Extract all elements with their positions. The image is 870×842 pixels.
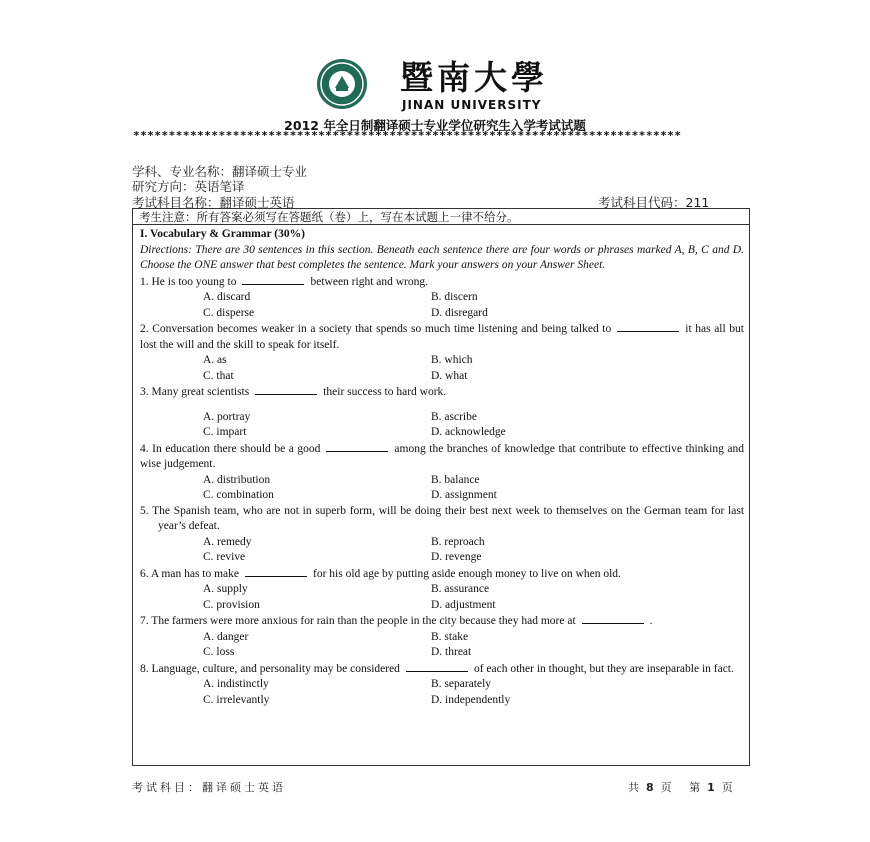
footer-page-unit: 页 <box>660 781 672 794</box>
question-6 <box>140 566 744 583</box>
options-7 <box>140 630 744 661</box>
question-box <box>132 208 750 766</box>
option: C. combination <box>203 489 274 501</box>
answer-blank <box>617 321 679 332</box>
question-text: themselves on the German team for last year’s defeat. <box>158 504 745 532</box>
question-text: 4. In education there should be a good <box>140 442 321 455</box>
option: A. discard <box>203 291 251 303</box>
exam-title: 2012 年全日制翻译硕士专业学位研究生入学考试试题 <box>284 118 586 133</box>
spacer <box>140 401 744 410</box>
option: B. stake <box>431 630 469 643</box>
footer-total-label: 共 <box>628 781 639 794</box>
option: C. that <box>203 369 234 382</box>
question-text: of each other in thought, but they are inseparable in fact. <box>473 662 734 675</box>
option: C. impart <box>203 426 247 438</box>
options-2 <box>140 353 744 384</box>
question-4 <box>140 441 744 473</box>
university-seal-icon <box>316 58 368 110</box>
options-4 <box>140 473 744 504</box>
option: A. portray <box>203 410 251 423</box>
footer-page-number: 1 <box>707 781 715 794</box>
option: B. separately <box>431 678 492 690</box>
footer-page-unit-2: 页 <box>721 781 733 794</box>
answer-blank <box>326 441 388 452</box>
option: D. disregard <box>431 306 488 319</box>
footer-total-pages: 8 <box>646 781 654 794</box>
question-text: 6. A man has to make <box>140 567 240 580</box>
option: C. provision <box>203 598 260 611</box>
question-text: among the branches of knowledge that contribute to effective thinking and wise judgement. <box>140 442 744 470</box>
option: A. distribution <box>203 473 271 486</box>
option: B. which <box>431 354 473 366</box>
question-text: 2. Conversation becomes weaker in a society that spends so much time listening and being talked to <box>140 323 612 335</box>
option: A. danger <box>203 630 249 643</box>
option: A. remedy <box>203 535 252 548</box>
option: C. revive <box>203 551 246 563</box>
footer-page-info <box>628 779 733 795</box>
question-text: 8. Language, culture, and personality may be considered <box>140 662 400 675</box>
section-title: I. Vocabulary & Grammar (30%) <box>140 228 305 240</box>
question-text: for his old age by putting aside enough money to live on when old. <box>313 567 621 580</box>
option: A. supply <box>203 583 248 595</box>
section-directions: Directions: There are 30 sentences in this section. Beneath each sentence there are four words or phrases marked A, B, C and D. Choose the ONE answer that best completes the sentence. Mark your answers on your Answer Sheet. <box>140 243 744 271</box>
option: D. threat <box>431 646 472 658</box>
answer-blank <box>582 613 644 624</box>
candidate-notice: 考生注意：所有答案必须写在答题纸（卷）上，写在本试题上一律不给分。 <box>133 209 749 225</box>
answer-blank <box>255 384 317 395</box>
question-text: 3. Many great scientists <box>140 386 250 398</box>
option: D. assignment <box>431 489 497 501</box>
question-text: between right and wrong. <box>310 275 429 288</box>
options-5 <box>140 535 744 566</box>
option: C. disperse <box>203 306 255 319</box>
question-text: . <box>649 615 653 627</box>
exam-subject-name: 考试科目名称：翻译硕士英语 <box>132 195 295 210</box>
option: D. independently <box>431 693 511 706</box>
question-8 <box>140 661 744 678</box>
question-content <box>140 227 744 708</box>
question-2 <box>140 321 744 353</box>
footer-page-label: 第 <box>689 781 701 794</box>
question-7 <box>140 613 744 630</box>
question-3 <box>140 384 744 401</box>
question-text: 7. The farmers were more anxious for rain than the people in the city because they had more at <box>140 615 576 627</box>
option: D. adjustment <box>431 598 496 611</box>
option: B. reproach <box>431 535 485 548</box>
option: B. discern <box>431 291 478 303</box>
answer-blank <box>245 566 307 577</box>
exam-subject-code: 考试科目代码：211 <box>598 195 710 210</box>
answer-blank <box>242 274 304 285</box>
options-6 <box>140 582 744 613</box>
research-direction: 研究方向：英语笔译 <box>132 179 245 194</box>
question-text: it has all but lost the will and the skill to speak for itself. <box>140 323 744 351</box>
option: C. irrelevantly <box>203 693 270 706</box>
question-5 <box>140 504 744 535</box>
option: D. what <box>431 369 468 382</box>
options-3 <box>140 410 744 441</box>
option: D. revenge <box>431 551 482 563</box>
university-name-cn: 暨南大學 <box>400 58 548 97</box>
options-8 <box>140 677 744 708</box>
option: B. balance <box>431 473 480 486</box>
subject-name: 学科、专业名称：翻译硕士专业 <box>132 164 308 179</box>
option: D. acknowledge <box>431 426 506 438</box>
question-text: 5. The Spanish team, who are not in superb form, will be doing their best next week to <box>140 504 553 517</box>
option: C. loss <box>203 646 235 658</box>
star-divider: ***************************************************************************** <box>133 129 682 142</box>
question-text: 1. He is too young to <box>140 275 237 288</box>
page-header <box>0 58 870 114</box>
option: B. ascribe <box>431 410 477 423</box>
option: A. indistinctly <box>203 678 269 690</box>
footer-subject: 考试科目：翻译硕士英语 <box>132 781 286 794</box>
option: B. assurance <box>431 583 490 595</box>
options-1 <box>140 290 744 321</box>
question-1 <box>140 274 744 291</box>
university-name-en: JINAN UNIVERSITY <box>402 98 542 112</box>
answer-blank <box>406 661 468 672</box>
option: A. as <box>203 354 227 366</box>
question-text: their success to hard work. <box>323 386 447 398</box>
